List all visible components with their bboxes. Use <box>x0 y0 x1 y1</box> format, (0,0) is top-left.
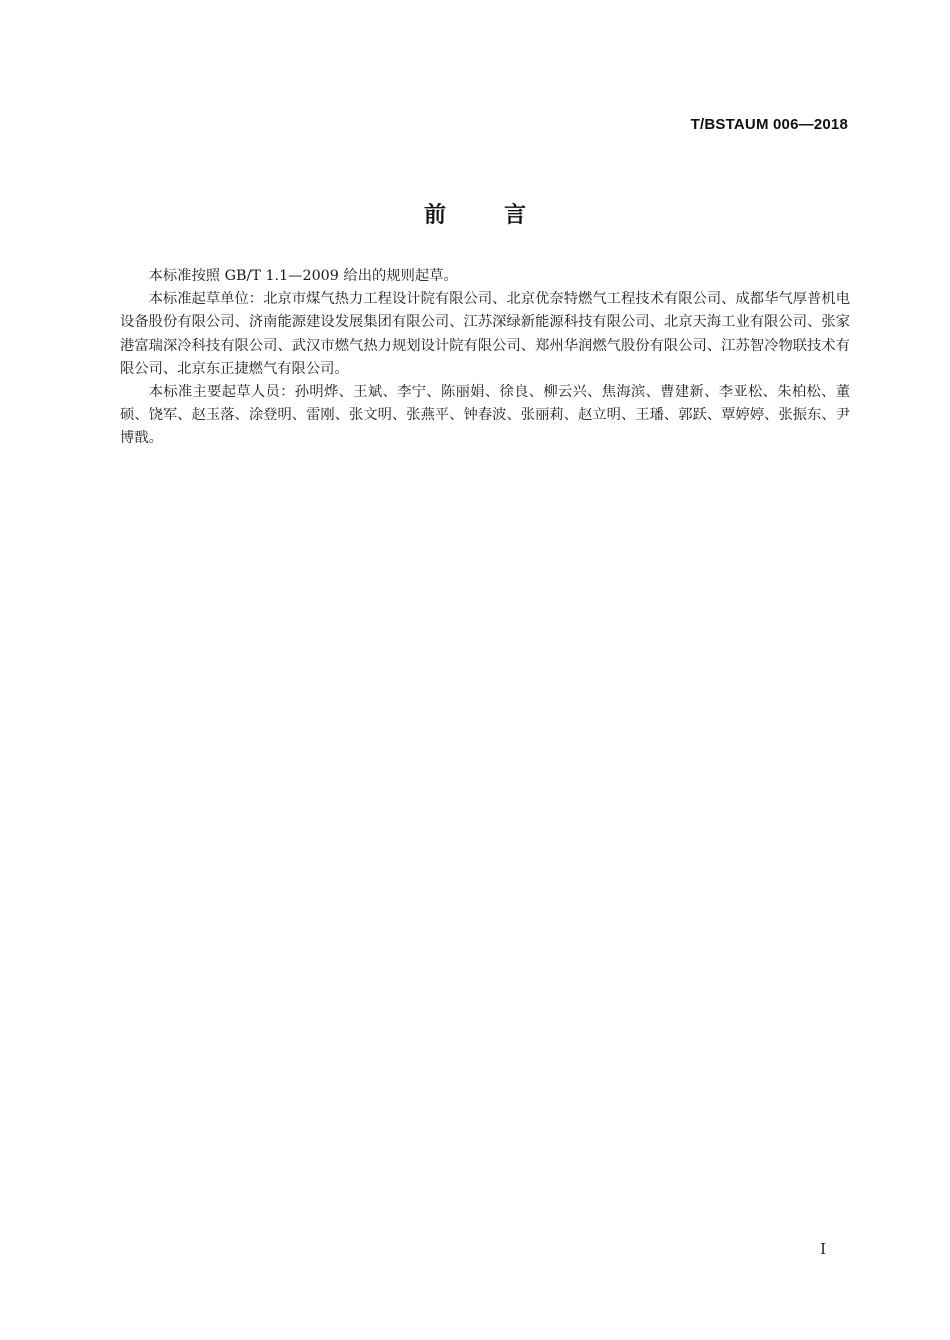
standard-code: T/BSTAUM 006—2018 <box>690 116 848 133</box>
page-title: 前言 <box>423 203 584 228</box>
paragraph-drafting-persons: 本标准主要起草人员：孙明烨、王斌、李宁、陈丽娟、徐良、柳云兴、焦海滨、曹建新、李亚松、朱柏松、董硕、饶军、赵玉落、涂登明、雷刚、张文明、张燕平、钟春波、张丽莉、赵立明、王璠、郭跃、覃婷婷、张振东、尹博戬。 <box>120 384 850 447</box>
page-number: I <box>820 1240 826 1258</box>
paragraph-drafting-units: 本标准起草单位：北京市煤气热力工程设计院有限公司、北京优奈特燃气工程技术有限公司、成都华气厚普机电设备股份有限公司、济南能源建设发展集团有限公司、江苏深绿新能源科技有限公司、北京天海工业有限公司、张家港富瑞深冷科技有限公司、武汉市燃气热力规划设计院有限公司、郑州华润燃气股份有限公司、江苏智冷物联技术有限公司、北京东正捷燃气有限公司。 <box>120 291 850 377</box>
paragraph-drafting-rules: 本标准按照 GB/T 1.1—2009 给出的规则起草。 <box>148 268 458 284</box>
body-text <box>120 265 850 451</box>
